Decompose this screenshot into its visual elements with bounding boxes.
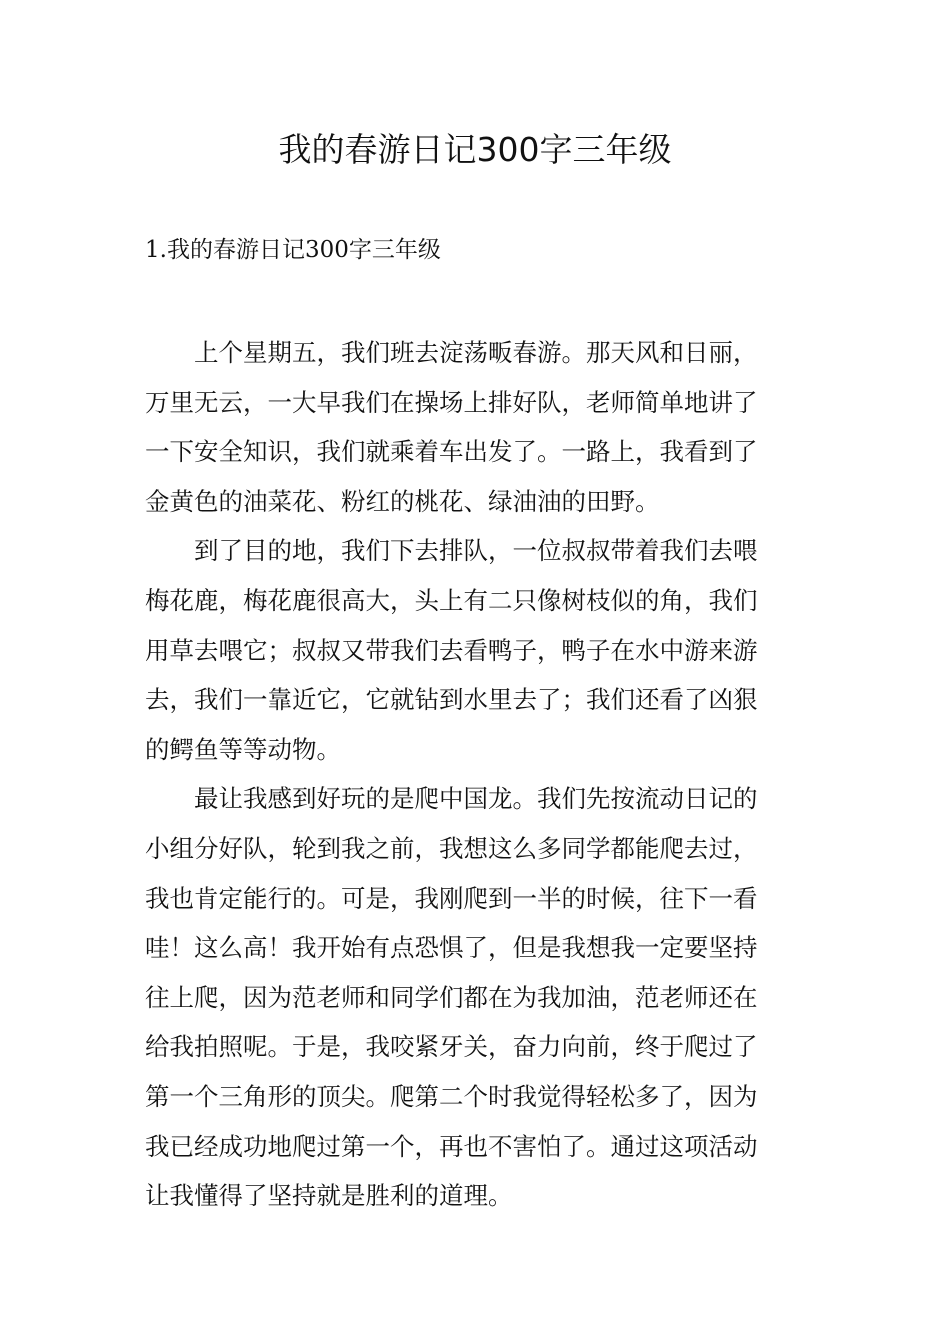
paragraph-3: 最让我感到好玩的是爬中国龙。我们先按流动日记的 小组分好队，轮到我之前，我想这么多同学都能爬去过， 我也肯定能行的。可是，我刚爬到一半的时候，往下一看 哇！这么高！我开始有点恐惧了，但是我想我一定要坚持 往上爬，因为范老师和同学们都在为我加油，范老师还在 给我拍照呢。于是，我咬紧牙关，奋力向前，终于爬过了 第一个三角形的顶尖。爬第二个时我觉得轻松多了，因为 我已经成功地爬过第一个，再也不害怕了。通过这项活动 让我懂得了坚持就是胜利的道理。 [145,784,758,1211]
paragraph-1: 上个星期五，我们班去淀荡畈春游。那天风和日丽， 万里无云，一大早我们在操场上排好队，老师简单地讲了 一下安全知识，我们就乘着车出发了。一路上，我看到了 金黄色的油菜花、粉红的桃花、绿油油的田野。 [145,338,758,516]
paragraph-2: 到了目的地，我们下去排队，一位叔叔带着我们去喂 梅花鹿，梅花鹿很高大，头上有二只像树枝似的角，我们 用草去喂它；叔叔又带我们去看鸭子，鸭子在水中游来游 去，我们一靠近它，它就钻到水里去了；我们还看了凶狠 的鳄鱼等等动物。 [145,536,758,764]
article-body [145,328,810,1221]
document-title: 我的春游日记300字三年级 [278,130,672,169]
section-heading: 1.我的春游日记300字三年级 [145,237,441,263]
